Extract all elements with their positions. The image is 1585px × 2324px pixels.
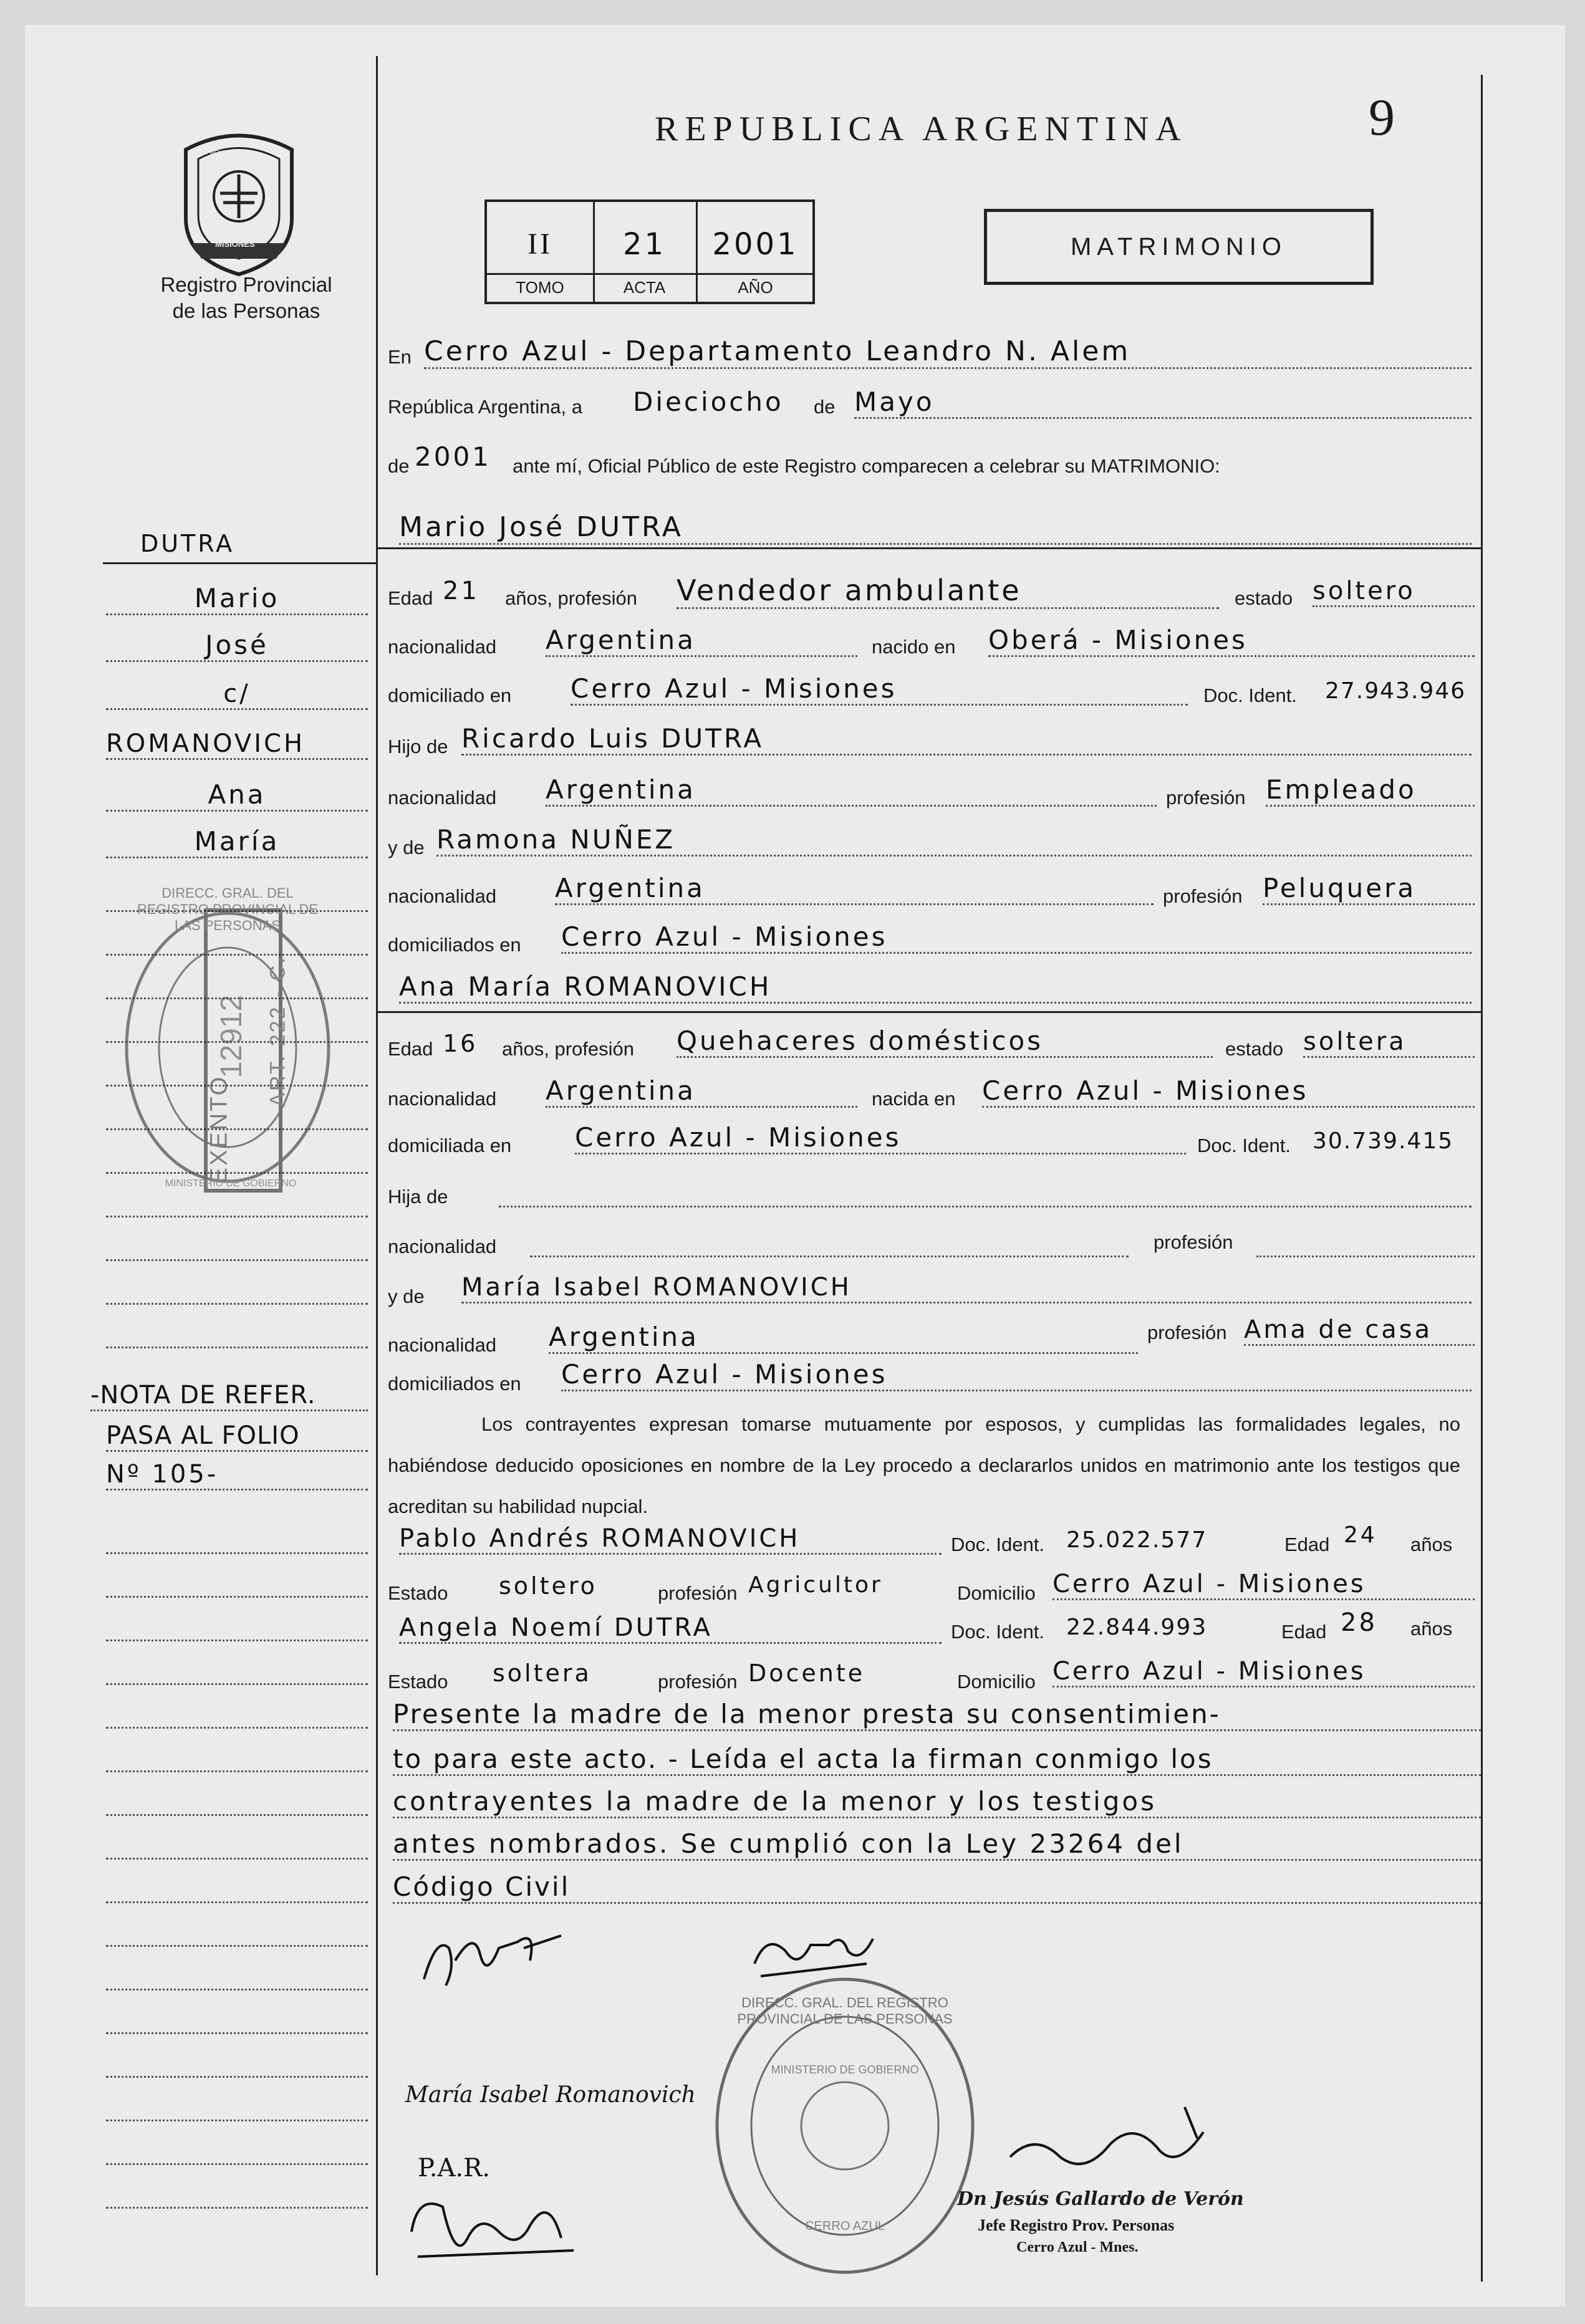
witness2-edad: 28: [1341, 1608, 1377, 1637]
bride-madre-nac-label: nacionalidad: [388, 1334, 497, 1356]
margin-blank-10: [106, 1297, 368, 1305]
officer-place: Cerro Azul - Mnes.: [1016, 2239, 1139, 2255]
groom-doc-label: Doc. Ident.: [1203, 684, 1297, 706]
groom-estado-label: estado: [1235, 587, 1293, 609]
groom-doms-label: domiciliados en: [388, 934, 521, 956]
margin-line: [376, 56, 378, 2275]
bride-edad: 16: [443, 1030, 478, 1057]
mes-value: Mayo: [854, 387, 1472, 419]
de2-label: de: [388, 455, 410, 477]
witness2-name: Angela Noemí DUTRA: [399, 1613, 942, 1644]
bride-padres-domicilio: Cerro Azul - Misiones: [561, 1359, 1472, 1391]
registry-line1: Registro Provincial: [160, 273, 332, 296]
witness2-domicilio: Cerro Azul - Misiones: [1053, 1657, 1475, 1688]
groom-nac-label: nacionalidad: [388, 636, 497, 658]
registry-line2: de las Personas: [172, 299, 320, 322]
signature-groom: [412, 1911, 574, 1998]
record-box: [484, 199, 815, 304]
signature-mother: María Isabel Romanovich: [405, 2082, 696, 2108]
bride-dom-label: domiciliada en: [388, 1135, 512, 1156]
witness1-estado-label: Estado: [388, 1582, 448, 1604]
witness1-prof-label: profesión: [658, 1582, 738, 1604]
bride-edad-label: Edad: [388, 1038, 433, 1060]
groom-estado: soltero: [1313, 577, 1475, 607]
witness2-estado: soltera: [493, 1659, 592, 1687]
margin-surname-2: ROMANOVICH: [106, 729, 368, 760]
witness2-edad-label: Edad: [1281, 1621, 1327, 1643]
tomo-label: TOMO: [516, 278, 564, 297]
bride-nacida: Cerro Azul - Misiones: [982, 1075, 1475, 1108]
margin-name-2a: Ana: [106, 779, 368, 812]
margin-blank-16: [106, 1721, 368, 1729]
bride-padre-nac-blank: [530, 1247, 1129, 1257]
witness2-profesion: Docente: [748, 1659, 865, 1687]
signature-witness: [399, 2182, 599, 2282]
groom-madre-profesion: Peluquera: [1263, 873, 1475, 905]
registry-stamp-right: [705, 1970, 985, 2282]
witness1-name: Pablo Andrés ROMANOVICH: [399, 1524, 942, 1555]
margin-blank-25: [106, 2113, 368, 2121]
margin-blank-12: [106, 1546, 368, 1554]
seal-top-text: PROVINCIA DE: [206, 150, 251, 156]
groom-ydemadre-label: y de: [388, 837, 425, 858]
note-line-3: contrayentes la madre de la menor y los testigos: [393, 1786, 1481, 1818]
groom-anos-prof: años, profesión: [505, 587, 637, 609]
groom-full-name: Mario José DUTRA: [399, 511, 1472, 545]
ano-label: AÑO: [738, 278, 773, 297]
officer-title: Jefe Registro Prov. Personas: [978, 2216, 1175, 2234]
dia-value: Dieciocho: [633, 387, 784, 417]
note-line-4: antes nombrados. Se cumplió con la Ley 23264 del: [393, 1828, 1481, 1861]
margin-connector: c/: [106, 679, 368, 710]
place-value: Cerro Azul - Departamento Leandro N. Alem: [424, 335, 1472, 369]
groom-profesion: Vendedor ambulante: [677, 574, 1219, 609]
bride-full-name: Ana María ROMANOVICH: [399, 971, 1472, 1004]
bride-domicilio: Cerro Azul - Misiones: [575, 1122, 1186, 1155]
de1-label: de: [814, 396, 836, 418]
signature-par: P.A.R.: [418, 2154, 490, 2182]
bride-nacionalidad: Argentina: [546, 1075, 857, 1108]
witness1-estado: soltero: [499, 1572, 597, 1600]
groom-nacido-label: nacido en: [872, 636, 956, 658]
officer-name: Dn Jesús Gallardo de Verón: [957, 2188, 1244, 2210]
right-border-line: [1481, 75, 1483, 2282]
groom-madre: Ramona NUÑEZ: [436, 824, 1472, 857]
bride-madre-prof-label: profesión: [1147, 1322, 1227, 1343]
bride-padre-blank: [499, 1197, 1472, 1208]
margin-name-1a: Mario: [106, 583, 368, 615]
margin-blank-26: [106, 2157, 368, 2165]
stamp-left-rect-text-1: EXENTO: [206, 1075, 233, 1184]
bride-estado: soltera: [1303, 1027, 1475, 1058]
witness1-doc: 25.022.577: [1066, 1527, 1208, 1553]
stamp-left-inner-text: MINISTERIO DE GOBIERNO: [165, 1178, 297, 1189]
groom-domicilio: Cerro Azul - Misiones: [571, 673, 1188, 706]
groom-padre-nacionalidad: Argentina: [546, 774, 1157, 807]
note-line-1: Presente la madre de la menor presta su consentimien-: [393, 1699, 1481, 1731]
bride-doc-label: Doc. Ident.: [1197, 1135, 1291, 1156]
groom-nacido: Oberá - Misiones: [988, 625, 1475, 657]
witness1-anos: años: [1410, 1534, 1453, 1555]
margin-name-1b: José: [106, 630, 368, 662]
margin-rule-1: [103, 562, 376, 564]
bride-section-rule: [376, 1011, 1481, 1013]
margin-name-2b: María: [106, 826, 368, 858]
bride-prof-label: profesión: [1154, 1231, 1233, 1253]
margin-blank-27: [106, 2201, 368, 2209]
margin-blank-8: [106, 1209, 368, 1217]
witness2-dom-label: Domicilio: [957, 1671, 1036, 1693]
ano-value: 2001: [712, 227, 799, 262]
witness1-profesion: Agricultor: [748, 1572, 883, 1598]
groom-madre-nac-label: nacionalidad: [388, 885, 497, 907]
witness1-dom-label: Domicilio: [957, 1582, 1036, 1604]
stamp-right-bottom-text: CERRO AZUL: [805, 2219, 885, 2233]
tomo-value: II: [528, 228, 552, 261]
document-type-box: [984, 209, 1374, 285]
bride-hija-label: Hija de: [388, 1186, 448, 1208]
groom-dom-label: domiciliado en: [388, 684, 512, 706]
witness1-edad-label: Edad: [1284, 1534, 1330, 1555]
note-line-2: to para este acto. - Leída el acta la firman conmigo los: [393, 1744, 1481, 1776]
bride-madre-nacionalidad: Argentina: [549, 1322, 1138, 1354]
seal-bottom-text: MISIONES: [215, 239, 255, 249]
bride-estado-label: estado: [1225, 1038, 1284, 1060]
witness1-domicilio: Cerro Azul - Misiones: [1053, 1570, 1475, 1600]
margin-blank-20: [106, 1895, 368, 1903]
certificate-page: [25, 25, 1565, 2307]
bride-doc: 30.739.415: [1313, 1128, 1454, 1154]
republica-label: República Argentina, a: [388, 396, 582, 418]
witness2-doc: 22.844.993: [1066, 1615, 1208, 1640]
margin-blank-24: [106, 2070, 368, 2078]
country-title: REPUBLICA ARGENTINA: [655, 110, 1188, 148]
witness2-prof-label: profesión: [658, 1671, 738, 1693]
groom-nacionalidad: Argentina: [546, 625, 857, 657]
groom-padre: Ricardo Luis DUTRA: [461, 723, 1472, 756]
page-number: 9: [1369, 89, 1395, 146]
margin-blank-19: [106, 1851, 368, 1860]
groom-madre-prof-label: profesión: [1163, 885, 1243, 907]
acta-label: ACTA: [623, 278, 666, 297]
margin-blank-14: [106, 1633, 368, 1641]
bride-profesion: Quehaceres domésticos: [677, 1025, 1213, 1058]
groom-section-rule: [376, 547, 1481, 549]
bride-nac2-label: nacionalidad: [388, 1236, 497, 1257]
margin-note-1: -NOTA DE REFER.: [90, 1381, 368, 1411]
margin-surname-1: DUTRA: [140, 530, 235, 557]
margin-blank-15: [106, 1677, 368, 1685]
witness1-edad: 24: [1344, 1522, 1377, 1548]
groom-padres-domicilio: Cerro Azul - Misiones: [561, 921, 1472, 954]
margin-blank-11: [106, 1340, 368, 1348]
margin-note-2: PASA AL FOLIO: [106, 1421, 368, 1452]
margin-note-3: Nº 105-: [106, 1460, 368, 1491]
witness2-estado-label: Estado: [388, 1671, 448, 1693]
stamp-right-inner-text: MINISTERIO DE GOBIERNO: [771, 2063, 919, 2076]
bride-anos-prof: años, profesión: [502, 1038, 634, 1060]
note-line-5: Código Civil: [393, 1871, 1481, 1904]
witness2-anos: años: [1410, 1618, 1453, 1640]
bride-ydemadre-label: y de: [388, 1285, 425, 1307]
stamp-right-ring-text: DIRECC. GRAL. DEL REGISTRO PROVINCIAL DE LAS PERSONAS: [737, 1995, 953, 2027]
stamp-left-ring-text: DIRECC. GRAL. DEL REGISTRO PROVINCIAL DE LAS PERSONAS: [137, 885, 319, 933]
groom-padre-profesion: Empleado: [1266, 774, 1475, 807]
groom-hijo-label: Hijo de: [388, 736, 448, 757]
groom-doc: 27.943.946: [1325, 678, 1467, 704]
stamp-left-rect-text-2: 12912: [215, 994, 249, 1078]
registry-stamp-left: [118, 885, 362, 1197]
margin-blank-22: [106, 1982, 368, 1990]
margin-blank-9: [106, 1253, 368, 1261]
provincial-seal-icon: [173, 125, 304, 281]
bride-padre-prof-blank: [1256, 1247, 1475, 1257]
margin-blank-13: [106, 1590, 368, 1598]
acta-value: 21: [622, 227, 667, 262]
witness2-doc-label: Doc. Ident.: [951, 1621, 1044, 1643]
groom-edad: 21: [443, 577, 479, 605]
groom-madre-nacionalidad: Argentina: [555, 873, 1154, 905]
bride-madre: María Isabel ROMANOVICH: [461, 1273, 1472, 1304]
bride-nacida-label: nacida en: [872, 1088, 956, 1110]
declaration-text: Los contrayentes expresan tomarse mutuamente por esposos, y cumplidas las formalidades legales, no habiéndose deducido oposiciones en nombre de la Ley procedo a declararlos unidos en matrimonio ante los testigos que acreditan su habilidad nupcial.: [388, 1413, 1460, 1517]
document-type: MATRIMONIO: [1070, 233, 1287, 261]
bride-nac-label: nacionalidad: [388, 1088, 497, 1110]
anio-value: 2001: [415, 441, 491, 472]
margin-blank-18: [106, 1808, 368, 1816]
margin-blank-23: [106, 2026, 368, 2034]
stamp-left-rect-text-3: ART. 222 - C.: [266, 956, 290, 1107]
margin-blank-21: [106, 1939, 368, 1947]
groom-edad-label: Edad: [388, 587, 433, 609]
en-label: En: [388, 346, 412, 368]
bride-doms-label: domiciliados en: [388, 1373, 521, 1395]
groom-padre-prof-label: profesión: [1166, 787, 1246, 809]
margin-blank-17: [106, 1764, 368, 1772]
groom-padre-nac-label: nacionalidad: [388, 787, 497, 809]
witness1-doc-label: Doc. Ident.: [951, 1534, 1044, 1555]
bride-madre-profesion: Ama de casa: [1244, 1315, 1475, 1346]
comparecen-text: ante mí, Oficial Público de este Registro comparecen a celebrar su MATRIMONIO:: [513, 455, 1220, 477]
